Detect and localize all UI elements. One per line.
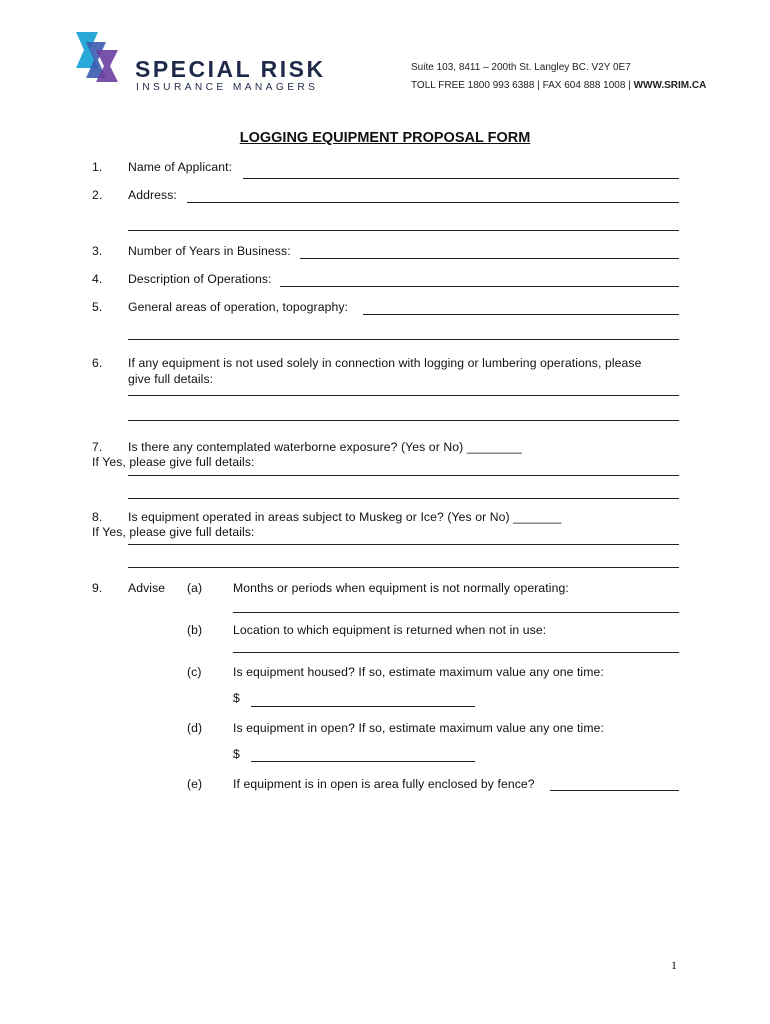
q2-label: Address: — [128, 188, 177, 202]
areas-of-operation-field-line1[interactable] — [363, 314, 679, 315]
address-field-line1[interactable] — [187, 202, 679, 203]
company-address: Suite 103, 8411 – 200th St. Langley BC. V2Y 0E7 — [411, 62, 631, 73]
waterborne-details-field-line2[interactable] — [128, 498, 679, 499]
q9c-label: Is equipment housed? If so, estimate maximum value any one time: — [233, 665, 604, 679]
q9b-label: Location to which equipment is returned when not in use: — [233, 623, 547, 637]
fence-enclosed-field[interactable] — [550, 790, 679, 791]
waterborne-details-field-line1[interactable] — [128, 475, 679, 476]
q9d-currency: $ — [233, 747, 240, 761]
return-location-field[interactable] — [233, 652, 679, 653]
years-in-business-field[interactable] — [300, 258, 679, 259]
company-website-link[interactable]: WWW.SRIM.CA — [633, 80, 707, 91]
open-value-field[interactable] — [251, 761, 475, 762]
form-title: LOGGING EQUIPMENT PROPOSAL FORM — [239, 130, 531, 146]
q3-label: Number of Years in Business: — [128, 244, 291, 258]
q9e-letter: (e) — [187, 777, 203, 791]
non-logging-details-field-line2[interactable] — [128, 420, 679, 421]
q3-number: 3. — [92, 244, 103, 258]
muskeg-details-field-line2[interactable] — [128, 567, 679, 568]
housed-value-field[interactable] — [251, 706, 475, 707]
q4-number: 4. — [92, 272, 103, 286]
q7-label: Is there any contemplated waterborne exposure? (Yes or No) ________ — [128, 440, 522, 454]
q5-label: General areas of operation, topography: — [128, 300, 349, 314]
q7-number: 7. — [92, 440, 103, 454]
logo-title: SPECIAL RISK — [135, 56, 326, 82]
non-operating-periods-field[interactable] — [233, 612, 679, 613]
q8-followup-label: If Yes, please give full details: — [92, 525, 255, 539]
q2-number: 2. — [92, 188, 103, 202]
logo-subtitle: INSURANCE MANAGERS — [136, 82, 319, 93]
q9a-letter: (a) — [187, 581, 203, 595]
company-logo-icon — [72, 32, 128, 82]
q9d-label: Is equipment in open? If so, estimate maximum value any one time: — [233, 721, 604, 735]
q1-number: 1. — [92, 160, 103, 174]
q9b-letter: (b) — [187, 623, 203, 637]
areas-of-operation-field-line2[interactable] — [128, 339, 679, 340]
q9-number: 9. — [92, 581, 103, 595]
q9d-letter: (d) — [187, 721, 203, 735]
q6-label-line2: give full details: — [128, 372, 214, 386]
applicant-name-field[interactable] — [243, 178, 679, 179]
description-operations-field[interactable] — [280, 286, 679, 287]
q8-label: Is equipment operated in areas subject to Muskeg or Ice? (Yes or No) _______ — [128, 510, 562, 524]
contact-phone-fax: TOLL FREE 1800 993 6388 | FAX 604 888 1008 | — [411, 80, 634, 91]
q1-label: Name of Applicant: — [128, 160, 233, 174]
q5-number: 5. — [92, 300, 103, 314]
q9c-currency: $ — [233, 691, 240, 705]
company-contact — [411, 80, 706, 91]
page-number: 1 — [671, 958, 677, 972]
q8-number: 8. — [92, 510, 103, 524]
q4-label: Description of Operations: — [128, 272, 272, 286]
q6-number: 6. — [92, 356, 103, 370]
q9c-letter: (c) — [187, 665, 202, 679]
q9a-label: Months or periods when equipment is not normally operating: — [233, 581, 569, 595]
q6-label-line1: If any equipment is not used solely in connection with logging or lumbering operations, please — [128, 356, 642, 370]
muskeg-details-field-line1[interactable] — [128, 544, 679, 545]
q9e-label: If equipment is in open is area fully enclosed by fence? — [233, 777, 535, 791]
non-logging-details-field-line1[interactable] — [128, 395, 679, 396]
address-field-line2[interactable] — [128, 230, 679, 231]
q7-followup-label: If Yes, please give full details: — [92, 455, 255, 469]
q9-label: Advise — [128, 581, 166, 595]
